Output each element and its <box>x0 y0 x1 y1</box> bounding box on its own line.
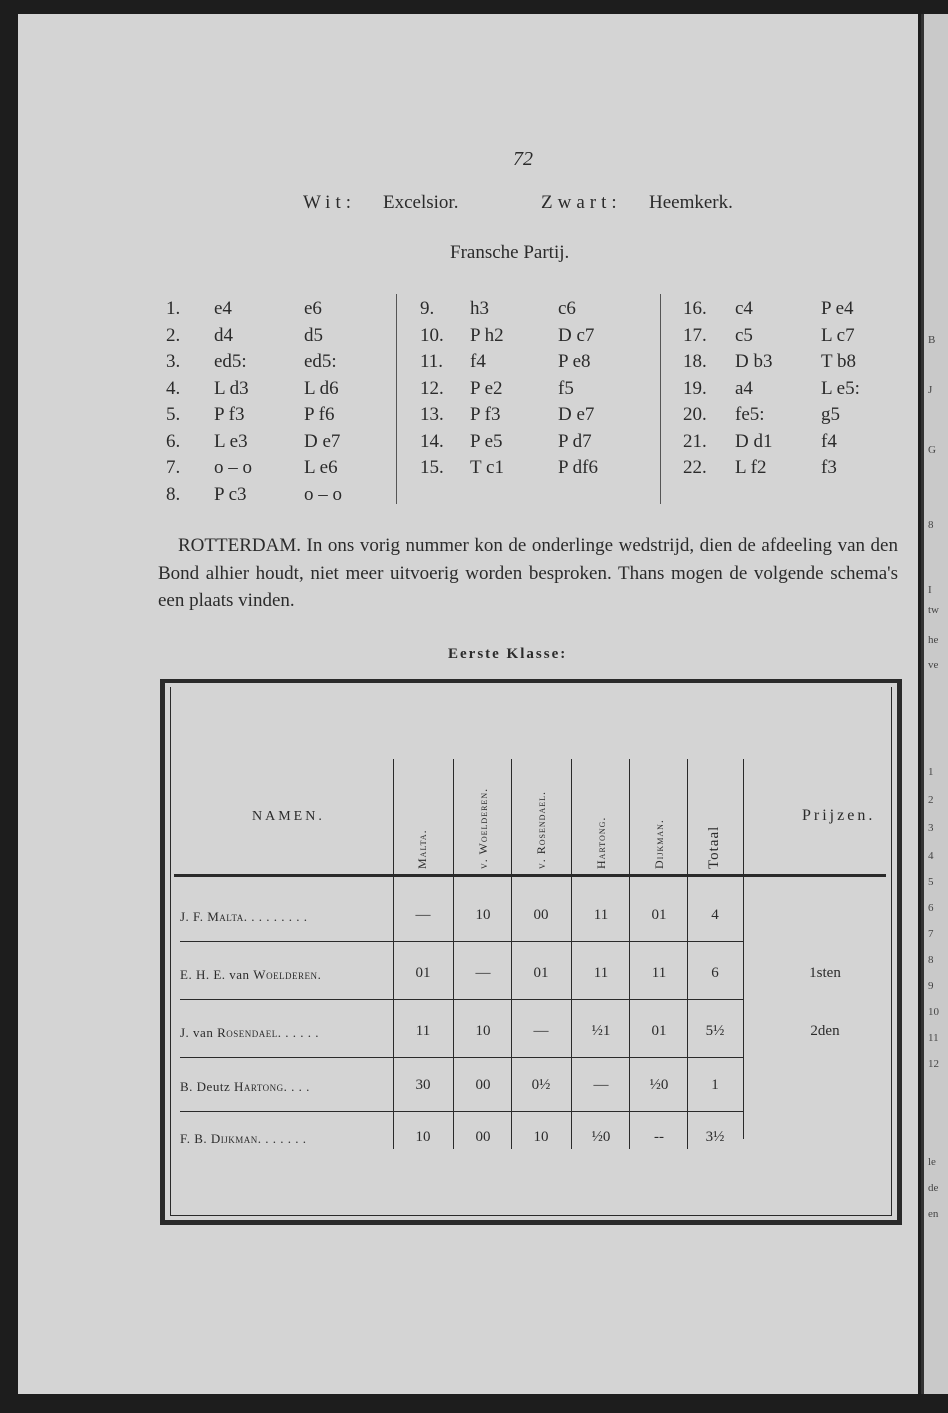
next-page-fragment: 2 <box>928 794 934 806</box>
score-cell: ½1 <box>591 1023 611 1039</box>
white-move: c4 <box>735 298 753 319</box>
score-cell: — <box>593 1077 609 1093</box>
prize-cell: 1sten <box>809 965 841 981</box>
col-header-malta: Malta. <box>415 829 429 869</box>
row-rule <box>180 1057 743 1058</box>
move-number: 17. <box>683 324 707 346</box>
next-page-fragment: I <box>928 584 932 596</box>
leader-dots: . . . . . . . . . <box>243 909 308 924</box>
move-number: 20. <box>683 404 707 425</box>
score-cell: 11 <box>415 1023 431 1039</box>
move-row <box>166 429 386 456</box>
score-cell: 5½ <box>705 1023 725 1039</box>
next-page-fragment: 10 <box>928 1006 939 1018</box>
move-number: 14. <box>420 430 444 452</box>
move-row <box>420 376 640 403</box>
black-move: f5 <box>558 377 574 399</box>
opening-title: Fransche Partij. <box>450 242 570 263</box>
name-part: Hartong <box>233 1079 284 1094</box>
white-move: P e5 <box>470 430 503 452</box>
name-part: Dijkman <box>210 1131 258 1146</box>
leader-dots: . <box>317 967 322 982</box>
white-move: ed5: <box>214 351 247 372</box>
black-move: d5 <box>304 324 323 346</box>
black-move: D e7 <box>558 404 595 425</box>
score-cell: 4 <box>711 907 719 923</box>
score-cell: — <box>415 907 431 923</box>
move-row <box>683 402 903 429</box>
white-move: T c1 <box>470 457 504 478</box>
white-move: P f3 <box>214 404 245 425</box>
next-page-edge <box>921 14 948 1394</box>
name-part: Malta <box>207 909 244 924</box>
player-name <box>180 1131 307 1147</box>
move-row <box>420 402 640 429</box>
move-number: 21. <box>683 430 707 452</box>
name-part: J. van <box>180 1025 218 1040</box>
black-move: L d6 <box>304 377 339 399</box>
next-page-fragment: 9 <box>928 980 934 992</box>
move-number: 7. <box>166 457 181 478</box>
white-move: d4 <box>214 324 233 346</box>
move-number: 19. <box>683 377 707 399</box>
row-rule <box>180 1111 743 1112</box>
next-page-fragment: G <box>928 444 936 456</box>
move-number: 6. <box>166 430 181 452</box>
column-rule <box>687 759 688 1149</box>
prizes-header: Prijzen. <box>802 807 876 824</box>
prize-cell: 2den <box>810 1023 840 1039</box>
moves-column-1 <box>166 296 386 508</box>
white-move: D b3 <box>735 351 773 372</box>
column-rule <box>743 759 744 1139</box>
table-bottom-border <box>160 1220 902 1225</box>
white-move: o – o <box>214 457 252 478</box>
move-number: 3. <box>166 351 181 372</box>
black-move: P d7 <box>558 430 592 452</box>
results-table <box>160 679 902 1239</box>
black-move: e6 <box>304 298 322 319</box>
white-move: f4 <box>470 351 486 372</box>
move-number: 4. <box>166 377 181 399</box>
score-cell: 10 <box>533 1129 549 1145</box>
score-cell: — <box>533 1023 549 1039</box>
move-row <box>166 296 386 323</box>
next-page-fragment: 12 <box>928 1058 939 1070</box>
col-header-woelderen: v. Woelderen. <box>476 787 490 869</box>
next-page-fragment: le <box>928 1156 936 1168</box>
moves-column-2 <box>420 296 640 482</box>
row-rule <box>180 941 743 942</box>
next-page-fragment: 7 <box>928 928 934 940</box>
black-move: P f6 <box>304 404 335 425</box>
white-move: h3 <box>470 298 489 319</box>
score-cell: ½0 <box>591 1129 611 1145</box>
score-cell: 0½ <box>531 1077 551 1093</box>
table-inner-border <box>891 687 892 1215</box>
white-move: L d3 <box>214 377 249 399</box>
score-cell: 6 <box>711 965 719 981</box>
name-part: Woelderen <box>253 967 318 982</box>
column-rule <box>453 759 454 1149</box>
move-row <box>420 455 640 482</box>
move-number: 8. <box>166 483 181 505</box>
score-cell: 00 <box>533 907 549 923</box>
white-move: fe5: <box>735 404 765 425</box>
black-move: D e7 <box>304 430 341 452</box>
player-name <box>180 967 321 983</box>
white-move: P e2 <box>470 377 503 399</box>
score-cell: 11 <box>593 907 609 923</box>
move-row <box>166 402 386 429</box>
player-name <box>180 1025 319 1041</box>
next-page-fragment: J <box>928 384 933 396</box>
table-inner-border <box>170 687 171 1215</box>
score-cell: 10 <box>475 1023 491 1039</box>
next-page-fragment: 5 <box>928 876 934 888</box>
score-cell: 10 <box>475 907 491 923</box>
next-page-fragment: B <box>928 334 936 346</box>
column-divider <box>396 294 397 504</box>
move-row <box>166 323 386 350</box>
black-move: D c7 <box>558 324 595 346</box>
header-rule <box>174 874 886 877</box>
score-cell: 11 <box>593 965 609 981</box>
name-part: Rosendael <box>217 1025 278 1040</box>
black-move: L e6 <box>304 457 338 478</box>
white-move: P c3 <box>214 483 247 505</box>
col-header-totaal: Totaal <box>706 825 722 869</box>
black-move: P df6 <box>558 457 598 478</box>
white-move: P f3 <box>470 404 501 425</box>
score-cell: ½0 <box>649 1077 669 1093</box>
move-row <box>683 455 903 482</box>
score-cell: 01 <box>415 965 431 981</box>
table-left-border <box>160 679 165 1225</box>
moves-column-3 <box>683 296 903 482</box>
move-row <box>166 482 386 509</box>
leader-dots: . . . . . . <box>277 1025 320 1040</box>
leader-dots: . . . . <box>283 1079 310 1094</box>
white-move: a4 <box>735 377 753 399</box>
move-number: 22. <box>683 457 707 478</box>
score-cell: 30 <box>415 1077 431 1093</box>
score-cell: 00 <box>475 1129 491 1145</box>
score-cell: -- <box>654 1129 664 1145</box>
move-row <box>420 429 640 456</box>
black-move: P e8 <box>558 351 591 372</box>
name-part: E. H. E. van <box>180 967 254 982</box>
move-number: 2. <box>166 324 181 346</box>
move-number: 16. <box>683 298 707 319</box>
move-row <box>420 296 640 323</box>
score-cell: 11 <box>651 965 667 981</box>
white-move: L f2 <box>735 457 767 478</box>
black-move: T b8 <box>821 351 857 372</box>
move-row <box>420 349 640 376</box>
names-header: NAMEN. <box>252 809 325 824</box>
white-team: Excelsior. <box>383 192 459 213</box>
column-rule <box>571 759 572 1149</box>
black-move: L e5: <box>821 377 860 399</box>
next-page-fragment: 8 <box>928 954 934 966</box>
name-part: J. F. <box>180 909 208 924</box>
move-number: 12. <box>420 377 444 399</box>
next-page-fragment: 1 <box>928 766 934 778</box>
black-move: L c7 <box>821 324 855 346</box>
next-page-fragment: 8 <box>928 519 934 531</box>
col-header-rosendael: v. Rosendael. <box>534 791 548 869</box>
book-page <box>18 14 918 1394</box>
black-move: c6 <box>558 298 576 319</box>
score-cell: — <box>475 965 491 981</box>
table-top-border <box>160 679 902 683</box>
move-number: 10. <box>420 324 444 346</box>
player-name <box>180 1079 310 1095</box>
table-right-border <box>897 679 902 1225</box>
move-row <box>683 296 903 323</box>
next-page-fragment: de <box>928 1182 939 1194</box>
next-page-fragment: 3 <box>928 822 934 834</box>
score-cell: 1 <box>711 1077 719 1093</box>
black-move: ed5: <box>304 351 337 372</box>
next-page-fragment: 11 <box>928 1032 939 1044</box>
name-part: B. Deutz <box>180 1079 234 1094</box>
move-number: 13. <box>420 404 444 425</box>
black-team: Heemkerk. <box>649 192 733 213</box>
score-cell: 00 <box>475 1077 491 1093</box>
white-move: P h2 <box>470 324 504 346</box>
white-move: L e3 <box>214 430 248 452</box>
next-page-fragment: ve <box>928 659 939 671</box>
white-move: D d1 <box>735 430 773 452</box>
score-cell: 01 <box>651 1023 667 1039</box>
column-rule <box>629 759 630 1149</box>
white-move: c5 <box>735 324 753 346</box>
score-cell: 3½ <box>705 1129 725 1145</box>
rotterdam-paragraph <box>158 532 898 615</box>
white-label: Wit: <box>303 192 357 213</box>
black-move: P e4 <box>821 298 854 319</box>
move-number: 9. <box>420 298 435 319</box>
score-cell: 01 <box>651 907 667 923</box>
score-cell: 10 <box>415 1129 431 1145</box>
move-number: 5. <box>166 404 181 425</box>
black-move: g5 <box>821 404 840 425</box>
player-name <box>180 909 308 925</box>
move-row <box>683 323 903 350</box>
next-page-fragment: 4 <box>928 850 934 862</box>
move-row <box>683 376 903 403</box>
black-move: o – o <box>304 483 342 505</box>
next-page-fragment: he <box>928 634 939 646</box>
move-number: 15. <box>420 457 444 478</box>
black-move: f3 <box>821 457 837 478</box>
black-move: f4 <box>821 430 837 452</box>
score-cell: 01 <box>533 965 549 981</box>
move-row <box>420 323 640 350</box>
row-rule <box>180 999 743 1000</box>
move-row <box>166 376 386 403</box>
white-move: e4 <box>214 298 232 319</box>
section-title: Eerste Klasse: <box>448 646 568 662</box>
paragraph-text: In ons vorig nummer kon de onderlinge wedstrijd, dien de afdeeling van den Bond alhier houdt, niet meer uitvoerig worden besproken. Thans mogen de volgende schema's een plaats vinden. <box>158 535 898 611</box>
next-page-fragment: en <box>928 1208 939 1220</box>
move-row <box>683 349 903 376</box>
next-page-fragment: tw <box>928 604 939 616</box>
col-header-hartong: Hartong. <box>594 816 608 869</box>
move-number: 18. <box>683 351 707 372</box>
move-number: 11. <box>420 351 444 372</box>
black-label: Zwart: <box>541 192 622 213</box>
next-page-fragment: 6 <box>928 902 934 914</box>
move-row <box>166 349 386 376</box>
move-row <box>683 429 903 456</box>
column-rule <box>393 759 394 1149</box>
column-rule <box>511 759 512 1149</box>
page-number: 72 <box>513 148 533 170</box>
move-row <box>166 455 386 482</box>
name-part: F. B. <box>180 1131 211 1146</box>
paragraph-lead: ROTTERDAM. <box>178 535 301 556</box>
column-divider <box>660 294 661 504</box>
table-inner-border <box>170 1215 892 1216</box>
leader-dots: . . . . . . . <box>257 1131 307 1146</box>
move-number: 1. <box>166 298 181 319</box>
col-header-dijkman: Dijkman. <box>652 819 666 869</box>
